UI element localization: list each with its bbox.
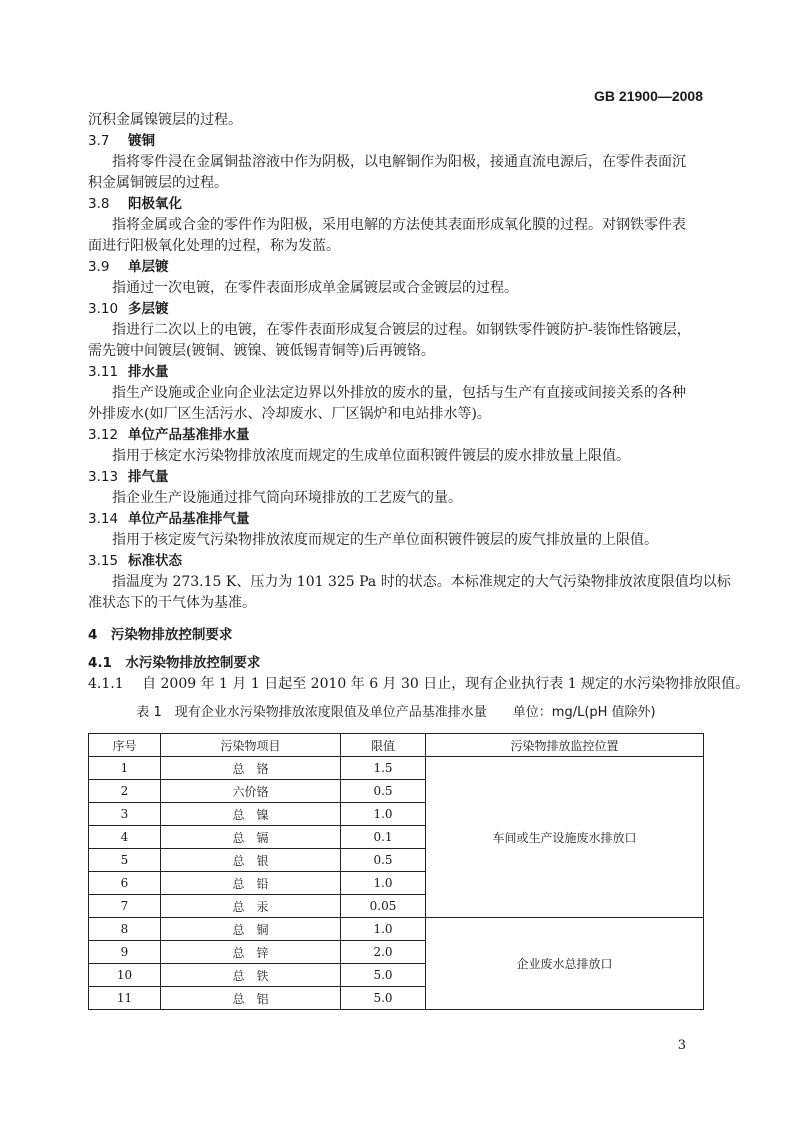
- clause-title: 多层镀: [128, 301, 169, 317]
- monitoring-location: 车间或生产设施废水排放口: [426, 757, 704, 918]
- clause-heading: [88, 467, 704, 488]
- clause-heading: [88, 299, 704, 320]
- page-number: 3: [677, 1038, 686, 1053]
- paragraph-line: 指将金属或合金的零件作为阳极，采用电解的方法使其表面形成氧化膜的过程。对钢铁零件表: [112, 217, 686, 233]
- clause-heading: [88, 257, 704, 278]
- document-body: [88, 110, 750, 725]
- row-number: 3: [89, 803, 161, 826]
- clause-title: 单层镀: [128, 259, 169, 275]
- subsection-heading: 4.1 水污染物排放控制要求: [88, 655, 261, 671]
- section-heading: 4 污染物排放控制要求: [88, 627, 233, 643]
- clause-heading: [88, 194, 704, 215]
- paragraph-line: 指通过一次电镀，在零件表面形成单金属镀层或合金镀层的过程。: [112, 280, 518, 296]
- row-number: 6: [89, 872, 161, 895]
- paragraph-line: 指用于核定水污染物排放浓度而规定的生成单位面积镀件镀层的废水排放量上限值。: [112, 448, 630, 464]
- clause-number: 3.10: [88, 301, 119, 317]
- limit-value: 2.0: [341, 941, 426, 964]
- pollutant-name: 总 铜: [161, 918, 341, 941]
- row-number: 5: [89, 849, 161, 872]
- clause-number: 3.14: [88, 511, 119, 527]
- clause-title: 单位产品基准排水量: [128, 427, 250, 443]
- limit-value: 5.0: [341, 987, 426, 1010]
- clause-number: 3.8: [88, 196, 110, 212]
- limit-value: 5.0: [341, 964, 426, 987]
- limit-value: 1.5: [341, 757, 426, 780]
- pollutant-name: 总 镍: [161, 803, 341, 826]
- row-number: 11: [89, 987, 161, 1010]
- clause-title: 镀铜: [128, 133, 155, 149]
- column-header: 污染物项目: [161, 734, 341, 757]
- pollutant-name: 总 锌: [161, 941, 341, 964]
- paragraph-line: 指进行二次以上的电镀，在零件表面形成复合镀层的过程。如钢铁零件镀防护-装饰性铬镀层，: [112, 322, 691, 338]
- paragraph-line: 指用于核定废气污染物排放浓度而规定的生产单位面积镀件镀层的废气排放量的上限值。: [112, 532, 658, 548]
- clause-heading: [88, 425, 704, 446]
- row-number: 4: [89, 826, 161, 849]
- clause-title: 排气量: [128, 469, 169, 485]
- limit-value: 0.5: [341, 849, 426, 872]
- row-number: 8: [89, 918, 161, 941]
- pollutant-name: 总 铬: [161, 757, 341, 780]
- table-row: [89, 918, 704, 941]
- paragraph-line: 面进行阳极氧化处理的过程，称为发蓝。: [88, 238, 340, 254]
- limit-value: 1.0: [341, 803, 426, 826]
- clause-title: 标准状态: [128, 553, 182, 569]
- clause-heading: [88, 362, 704, 383]
- clause-text: 4.1.1 自 2009 年 1 月 1 日起至 2010 年 6 月 30 日止，现有企业执行表 1 规定的水污染物排放限值。: [88, 676, 750, 692]
- clause-title: 排水量: [128, 364, 169, 380]
- clause-heading: [88, 131, 704, 152]
- pollutant-name: 六价铬: [161, 780, 341, 803]
- standard-number: GB 21900—2008: [594, 88, 703, 104]
- clause-number: 3.15: [88, 553, 119, 569]
- table-header-row: [89, 734, 704, 757]
- row-number: 10: [89, 964, 161, 987]
- pollutant-name: 总 铅: [161, 872, 341, 895]
- pollutant-name: 总 镉: [161, 826, 341, 849]
- pollutant-limits-table: [88, 733, 704, 1010]
- limit-value: 0.05: [341, 895, 426, 918]
- row-number: 9: [89, 941, 161, 964]
- paragraph-line: 指企业生产设施通过排气筒向环境排放的工艺废气的量。: [112, 490, 462, 506]
- row-number: 1: [89, 757, 161, 780]
- paragraph-line: 积金属铜镀层的过程。: [88, 175, 228, 191]
- pollutant-name: 总 银: [161, 849, 341, 872]
- row-number: 2: [89, 780, 161, 803]
- limit-value: 1.0: [341, 918, 426, 941]
- pollutant-name: 总 铝: [161, 987, 341, 1010]
- clause-number: 3.12: [88, 427, 119, 443]
- paragraph-line: 指温度为 273.15 K、压力为 101 325 Pa 时的状态。本标准规定的大气污染物排放浓度限值均以标: [112, 574, 731, 590]
- row-number: 7: [89, 895, 161, 918]
- column-header: 序号: [89, 734, 161, 757]
- monitoring-location: 企业废水总排放口: [426, 918, 704, 1010]
- limit-value: 0.1: [341, 826, 426, 849]
- pollutant-name: 总 汞: [161, 895, 341, 918]
- clause-heading: [88, 509, 704, 530]
- clause-number: 3.13: [88, 469, 119, 485]
- pollutant-name: 总 铁: [161, 964, 341, 987]
- table-row: [89, 757, 704, 780]
- column-header: 污染物排放监控位置: [426, 734, 704, 757]
- paragraph-line: 外排废水(如厂区生活污水、冷却废水、厂区锅炉和电站排水等)。: [88, 406, 491, 422]
- paragraph-line: 指将零件浸在金属铜盐溶液中作为阴极，以电解铜作为阳极，接通直流电源后，在零件表面沉: [112, 154, 686, 170]
- limit-value: 1.0: [341, 872, 426, 895]
- paragraph-line: 需先镀中间镀层(镀铜、镀镍、镀低锡青铜等)后再镀铬。: [88, 343, 435, 359]
- clause-number: 3.7: [88, 133, 110, 149]
- limit-value: 0.5: [341, 780, 426, 803]
- clause-number: 3.9: [88, 259, 110, 275]
- paragraph-line: 指生产设施或企业向企业法定边界以外排放的废水的量，包括与生产有直接或间接关系的各种: [112, 385, 686, 401]
- paragraph-line: 沉积金属镍镀层的过程。: [88, 112, 242, 128]
- table-caption: 表 1 现有企业水污染物排放浓度限值及单位产品基准排水量 单位：mg/L(pH 值除外): [136, 705, 656, 720]
- clause-title: 单位产品基准排气量: [128, 511, 250, 527]
- clause-heading: [88, 551, 704, 572]
- column-header: 限值: [341, 734, 426, 757]
- paragraph-line: 准状态下的干气体为基准。: [88, 595, 256, 611]
- clause-title: 阳极氧化: [128, 196, 182, 212]
- clause-number: 3.11: [88, 364, 119, 380]
